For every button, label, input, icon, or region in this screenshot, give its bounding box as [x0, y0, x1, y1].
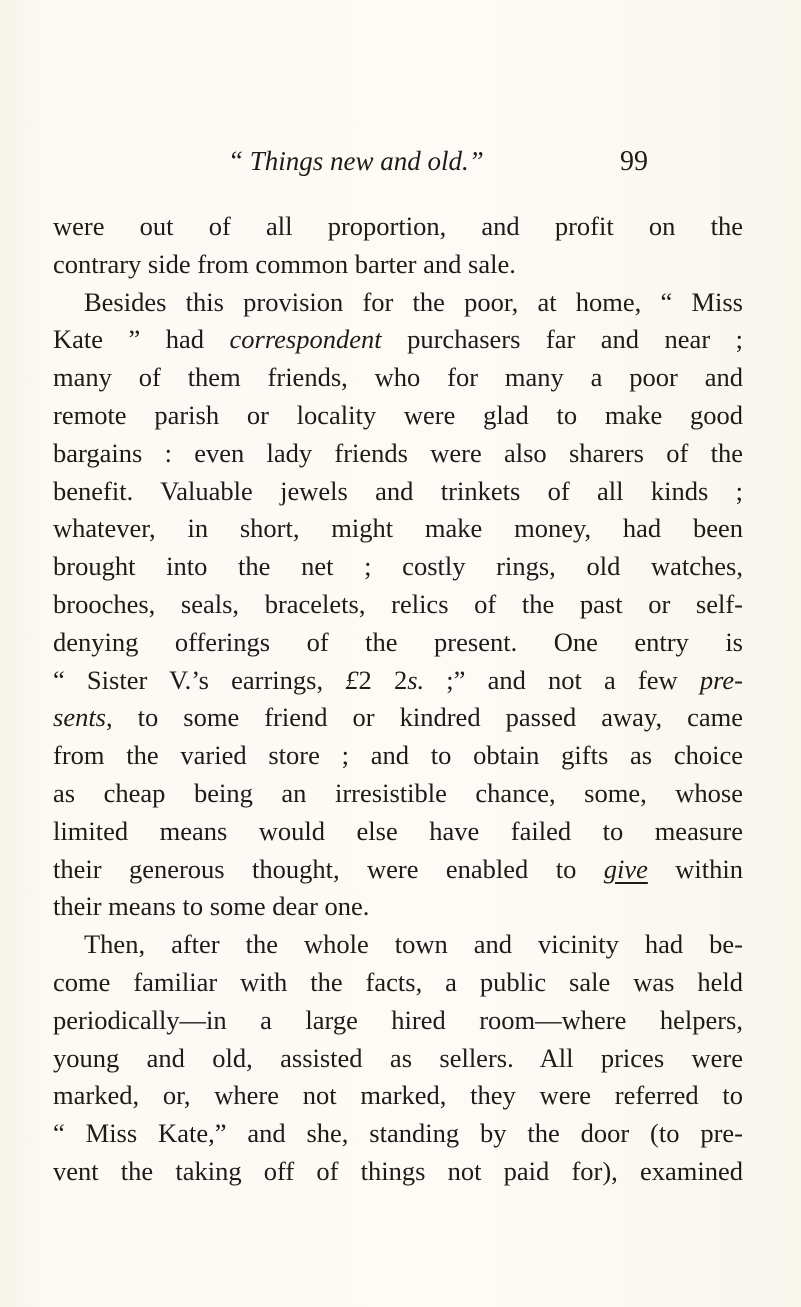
body-text [53, 208, 743, 1191]
text-segment: denying offerings of the present. One entry is [53, 626, 743, 657]
text-segment: vent the taking off of things not paid for), examined [53, 1155, 743, 1186]
running-title: “ Things new and old.” [228, 146, 484, 176]
text-line [53, 813, 743, 851]
text-line [53, 548, 743, 586]
text-segment: limited means would else have failed to measure [53, 815, 743, 846]
text-segment: periodically—in a large hired room—where helpers, [53, 1004, 743, 1035]
text-line [53, 321, 743, 359]
text-segment: whatever, in short, might make money, had been [53, 513, 743, 544]
text-segment: ;” and not a few [424, 664, 700, 695]
text-segment: from the varied store ; and to obtain gifts as choice [53, 740, 743, 771]
text-line [53, 208, 743, 246]
text-line [53, 1040, 743, 1078]
text-line [53, 473, 743, 511]
text-line [53, 1002, 743, 1040]
text-line [53, 397, 743, 435]
page-header [0, 146, 801, 186]
text-segment: Then, after the whole town and vicinity had be- [84, 929, 743, 960]
text-line [53, 624, 743, 662]
text-segment: young and old, assisted as sellers. All prices were [53, 1042, 743, 1073]
text-line [53, 1115, 743, 1153]
text-segment: correspondent [229, 324, 382, 355]
text-segment: marked, or, where not marked, they were referred to [53, 1080, 743, 1111]
text-segment: many of them friends, who for many a poor and [53, 362, 743, 393]
text-segment: were out of all proportion, and profit on the [53, 211, 743, 241]
text-segment: as cheap being an irresistible chance, some, whose [53, 777, 743, 808]
text-line [53, 888, 743, 926]
text-segment: give [603, 853, 648, 884]
text-segment: Kate ” had [53, 324, 230, 355]
text-segment: brooches, seals, bracelets, relics of the past or self- [53, 588, 743, 619]
text-segment: brought into the net ; costly rings, old watches, [53, 551, 743, 582]
text-line [53, 737, 743, 775]
text-line [53, 1077, 743, 1115]
text-segment: “ Miss Kate,” and she, standing by the door (to pre- [53, 1118, 743, 1149]
text-segment: pre- [699, 664, 743, 695]
text-line [53, 284, 743, 322]
text-line [53, 1153, 743, 1191]
text-segment: within [647, 853, 743, 884]
text-segment: 2 2 [358, 664, 408, 695]
text-line [53, 586, 743, 624]
text-segment: s. [407, 664, 425, 695]
text-segment: purchasers far and near ; [381, 324, 743, 355]
text-line [53, 662, 743, 700]
text-segment: contrary side from common barter and sale. [53, 248, 516, 279]
text-segment: remote parish or locality were glad to make good [53, 399, 743, 430]
page-number: 99 [620, 146, 648, 177]
text-line [53, 510, 743, 548]
text-segment: come familiar with the facts, a public sale was held [53, 966, 743, 997]
text-segment: Besides this provision for the poor, at home, “ Miss [84, 286, 743, 317]
text-segment: , to some friend or kindred passed away, came [106, 702, 743, 733]
text-segment: “ Sister V.’s earrings, [53, 664, 346, 695]
text-line [53, 435, 743, 473]
text-segment: sents [53, 702, 106, 733]
text-segment: benefit. Valuable jewels and trinkets of all kinds ; [53, 475, 743, 506]
text-line [53, 246, 743, 284]
text-segment: their generous thought, were enabled to [53, 853, 604, 884]
text-segment: £ [345, 664, 359, 695]
text-line [53, 851, 743, 889]
text-line [53, 775, 743, 813]
text-line [53, 964, 743, 1002]
text-line [53, 699, 743, 737]
text-line [53, 926, 743, 964]
text-line [53, 359, 743, 397]
text-segment: bargains : even lady friends were also sharers of the [53, 437, 743, 468]
text-segment: their means to some dear one. [53, 891, 370, 922]
